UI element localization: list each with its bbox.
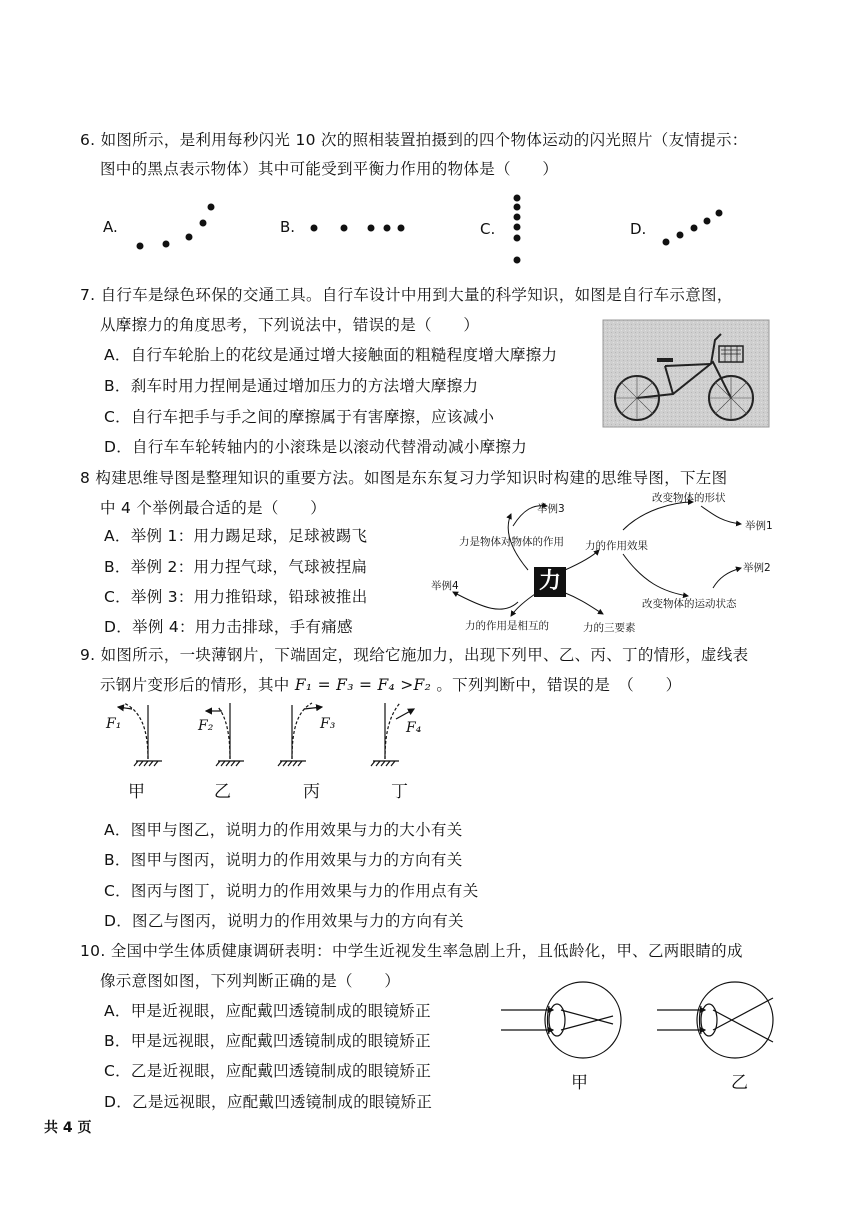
q6-label-d: D. (630, 220, 647, 238)
q6-stem-line1: 6. 如图所示，是利用每秒闪光 10 次的照相装置拍摄到的四个物体运动的闪光照片（友情提示： (80, 131, 748, 149)
q9-stem-line2-pre: 示钢片变形后的情形，其中 (100, 676, 290, 694)
q9-stem-line2-post: 。下列判断中，错误的是 （ ） (436, 676, 682, 694)
q8-stem-line1: 8 构建思维导图是整理知识的重要方法。如图是东东复习力学知识时构建的思维导图，下左图 (80, 469, 728, 487)
mindmap-center-force: 力 (534, 567, 566, 597)
mindmap-example4: 举例4 (431, 580, 459, 592)
q9-option-b: B．图甲与图丙，说明力的作用效果与力的方向有关 (104, 851, 463, 869)
q9-stem-line2 (100, 673, 681, 695)
q8-option-b: B．举例 2：用力捏气球，气球被捏扁 (104, 558, 368, 576)
q10-option-b: B．甲是远视眼，应配戴凹透镜制成的眼镜矫正 (104, 1032, 431, 1050)
mindmap-effect: 力的作用效果 (585, 540, 648, 552)
q9-force-label-3: F₃ (320, 716, 336, 732)
q7-option-d: D．自行车车轮转轴内的小滚珠是以滚动代替滑动减小摩擦力 (104, 438, 528, 456)
bicycle-image (603, 320, 769, 427)
q10-figure-label-yi: 乙 (731, 1073, 748, 1093)
q10-stem-line1: 10. 全国中学生体质健康调研表明：中学生近视发生率急剧上升，且低龄化，甲、乙两眼睛的成 (80, 942, 743, 960)
q9-option-a: A．图甲与图乙，说明力的作用效果与力的大小有关 (104, 821, 463, 839)
mindmap-force-on-object: 力是物体对物体的作用 (459, 536, 564, 548)
q6-label-c: C. (480, 220, 496, 238)
q10-option-a: A．甲是近视眼，应配戴凹透镜制成的眼镜矫正 (104, 1002, 431, 1020)
q10-figure-label-jia: 甲 (571, 1073, 588, 1093)
q10-option-c: C．乙是近视眼，应配戴凹透镜制成的眼镜矫正 (104, 1062, 432, 1080)
q9-option-d: D．图乙与图丙，说明力的作用效果与力的方向有关 (104, 912, 464, 930)
q6-dots-c (514, 195, 521, 264)
mindmap-change-motion: 改变物体的运动状态 (642, 598, 737, 610)
q7-stem-line1: 7. 自行车是绿色环保的交通工具。自行车设计中用到大量的科学知识，如图是自行车示意图， (80, 286, 733, 304)
q9-figure-label-yi: 乙 (214, 782, 231, 802)
q9-option-c: C．图丙与图丁，说明力的作用效果与力的作用点有关 (104, 882, 479, 900)
q9-force-label-2: F₂ (198, 718, 214, 734)
q7-stem-line2: 从摩擦力的角度思考，下列说法中，错误的是（ ） (100, 316, 480, 334)
mindmap-three-elements: 力的三要素 (583, 622, 636, 634)
q6-label-a: A. (103, 218, 118, 236)
page-footer: 共 4 页 (44, 1120, 92, 1136)
q9-figure-label-ding: 丁 (391, 782, 408, 802)
q8-option-a: A．举例 1：用力踢足球，足球被踢飞 (104, 527, 368, 545)
mindmap-example3: 举例3 (537, 503, 565, 515)
q9-stem-line1: 9. 如图所示，一块薄钢片，下端固定，现给它施加力，出现下列甲、乙、丙、丁的情形，虚线表 (80, 646, 749, 664)
mindmap-example2: 举例2 (743, 562, 771, 574)
mindmap-example1: 举例1 (745, 520, 773, 532)
q8-option-c: C．举例 3：用力推铅球，铅球被推出 (104, 588, 368, 606)
q9-figure-label-jia: 甲 (128, 782, 145, 802)
q10-stem-line2: 像示意图如图，下列判断正确的是（ ） (100, 972, 401, 990)
q6-label-b: B. (280, 218, 296, 236)
q6-stem-line2: 图中的黑点表示物体）其中可能受到平衡力作用的物体是（ ） (100, 160, 559, 178)
q6-dot-figures (0, 190, 867, 270)
q6-dots-b (311, 225, 405, 232)
q7-option-a: A．自行车轮胎上的花纹是通过增大接触面的粗糙程度增大摩擦力 (104, 346, 558, 364)
mindmap-change-shape: 改变物体的形状 (652, 492, 726, 504)
q6-dots-a (137, 204, 215, 250)
q10-eye-figures (495, 980, 795, 1060)
q9-force-label-4: F₄ (406, 720, 422, 736)
q9-steel-figures (100, 697, 440, 772)
q7-option-b: B．刹车时用力捏闸是通过增加压力的方法增大摩擦力 (104, 377, 479, 395)
q9-force-label-1: F₁ (106, 716, 122, 732)
q8-stem-line2: 中 4 个举例最合适的是（ ） (100, 499, 327, 517)
q8-mindmap (423, 492, 783, 642)
q8-option-d: D．举例 4：用力击排球，手有痛感 (104, 618, 353, 636)
q6-dots-d (663, 210, 723, 246)
q9-figure-label-bing: 丙 (303, 782, 320, 802)
q7-option-c: C．自行车把手与手之间的摩擦属于有害摩擦，应该减小 (104, 408, 495, 426)
mindmap-mutual: 力的作用是相互的 (465, 620, 549, 632)
q10-option-d: D．乙是远视眼，应配戴凹透镜制成的眼镜矫正 (104, 1093, 433, 1111)
q9-formula: F₁ = F₃ = F₄ >F₂ (294, 676, 432, 694)
